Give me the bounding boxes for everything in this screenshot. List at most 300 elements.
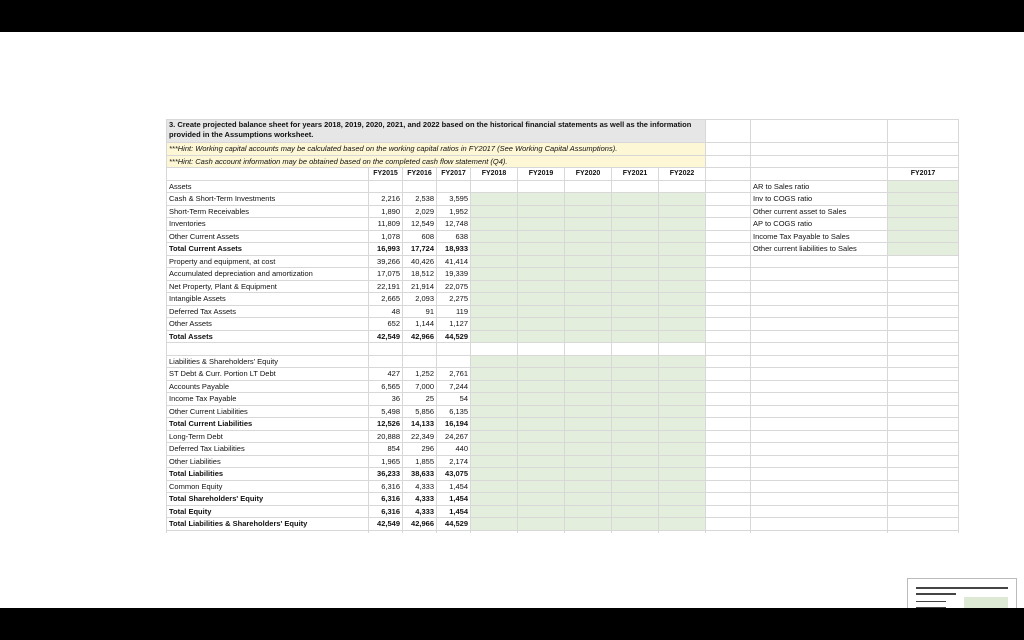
value-cell[interactable]: 6,565 bbox=[369, 380, 403, 393]
value-cell[interactable]: 12,549 bbox=[403, 218, 437, 231]
row-label[interactable]: Total Current Liabilities bbox=[167, 418, 369, 431]
value-cell[interactable]: 6,316 bbox=[369, 493, 403, 506]
value-cell[interactable]: 11,809 bbox=[369, 218, 403, 231]
empty-cell[interactable] bbox=[612, 530, 659, 533]
empty-cell[interactable] bbox=[706, 318, 751, 331]
empty-cell[interactable] bbox=[706, 443, 751, 456]
projection-input[interactable] bbox=[612, 243, 659, 256]
projection-input[interactable] bbox=[565, 268, 612, 281]
value-cell[interactable]: 7,000 bbox=[403, 380, 437, 393]
empty-cell[interactable] bbox=[888, 493, 959, 506]
empty-cell[interactable] bbox=[706, 455, 751, 468]
value-cell[interactable]: 38,633 bbox=[403, 468, 437, 481]
projection-input[interactable] bbox=[565, 193, 612, 206]
row-label[interactable]: Total Liabilities & Shareholders' Equity bbox=[167, 518, 369, 531]
empty-cell[interactable] bbox=[706, 505, 751, 518]
value-cell[interactable]: 1,952 bbox=[437, 205, 471, 218]
value-cell[interactable]: 18,933 bbox=[437, 243, 471, 256]
empty-cell[interactable] bbox=[437, 530, 471, 533]
value-cell[interactable]: 1,252 bbox=[403, 368, 437, 381]
row-label[interactable]: Total Equity bbox=[167, 505, 369, 518]
empty-cell[interactable] bbox=[888, 355, 959, 368]
value-cell[interactable]: 6,316 bbox=[369, 480, 403, 493]
empty-cell[interactable] bbox=[403, 180, 437, 193]
projection-input[interactable] bbox=[565, 355, 612, 368]
empty-cell[interactable] bbox=[751, 493, 888, 506]
empty-cell[interactable] bbox=[888, 380, 959, 393]
ratio-input[interactable] bbox=[888, 243, 959, 256]
value-cell[interactable]: 854 bbox=[369, 443, 403, 456]
projection-input[interactable] bbox=[565, 493, 612, 506]
projection-input[interactable] bbox=[518, 268, 565, 281]
empty-cell[interactable] bbox=[403, 343, 437, 356]
ratio-input[interactable] bbox=[888, 180, 959, 193]
projection-input[interactable] bbox=[659, 355, 706, 368]
empty-cell[interactable] bbox=[706, 155, 751, 168]
empty-cell[interactable] bbox=[706, 193, 751, 206]
empty-cell[interactable] bbox=[888, 330, 959, 343]
value-cell[interactable]: 42,549 bbox=[369, 518, 403, 531]
ratio-label[interactable]: Income Tax Payable to Sales bbox=[751, 230, 888, 243]
projection-input[interactable] bbox=[612, 480, 659, 493]
projection-input[interactable] bbox=[471, 218, 518, 231]
value-cell[interactable]: 2,275 bbox=[437, 293, 471, 306]
projection-input[interactable] bbox=[612, 355, 659, 368]
empty-cell[interactable] bbox=[706, 293, 751, 306]
projection-input[interactable] bbox=[518, 418, 565, 431]
empty-cell[interactable] bbox=[706, 343, 751, 356]
projection-input[interactable] bbox=[565, 480, 612, 493]
projection-input[interactable] bbox=[612, 230, 659, 243]
empty-cell[interactable] bbox=[888, 255, 959, 268]
projection-input[interactable] bbox=[518, 393, 565, 406]
value-cell[interactable]: 4,333 bbox=[403, 505, 437, 518]
projection-input[interactable] bbox=[659, 280, 706, 293]
projection-input[interactable] bbox=[518, 218, 565, 231]
projection-input[interactable] bbox=[612, 305, 659, 318]
projection-input[interactable] bbox=[659, 405, 706, 418]
value-cell[interactable]: 39,266 bbox=[369, 255, 403, 268]
value-cell[interactable]: 1,127 bbox=[437, 318, 471, 331]
value-cell[interactable]: 20,888 bbox=[369, 430, 403, 443]
year-header[interactable]: FY2021 bbox=[612, 168, 659, 181]
projection-input[interactable] bbox=[612, 193, 659, 206]
empty-cell[interactable] bbox=[751, 155, 888, 168]
value-cell[interactable]: 40,426 bbox=[403, 255, 437, 268]
value-cell[interactable]: 48 bbox=[369, 305, 403, 318]
projection-input[interactable] bbox=[612, 218, 659, 231]
projection-input[interactable] bbox=[659, 268, 706, 281]
empty-cell[interactable] bbox=[751, 343, 888, 356]
empty-cell[interactable] bbox=[706, 468, 751, 481]
projection-input[interactable] bbox=[518, 405, 565, 418]
projection-input[interactable] bbox=[659, 493, 706, 506]
empty-cell[interactable] bbox=[706, 255, 751, 268]
sheet-thumbnail[interactable] bbox=[907, 578, 1017, 608]
empty-cell[interactable] bbox=[888, 393, 959, 406]
value-cell[interactable]: 42,966 bbox=[403, 330, 437, 343]
empty-cell[interactable] bbox=[706, 518, 751, 531]
empty-cell[interactable] bbox=[888, 405, 959, 418]
projection-input[interactable] bbox=[565, 205, 612, 218]
empty-cell[interactable] bbox=[706, 380, 751, 393]
empty-cell[interactable] bbox=[437, 355, 471, 368]
projection-input[interactable] bbox=[659, 205, 706, 218]
projection-input[interactable] bbox=[471, 268, 518, 281]
projection-input[interactable] bbox=[518, 493, 565, 506]
empty-cell[interactable] bbox=[888, 368, 959, 381]
ratio-label[interactable]: Other current asset to Sales bbox=[751, 205, 888, 218]
projection-input[interactable] bbox=[659, 255, 706, 268]
value-cell[interactable]: 91 bbox=[403, 305, 437, 318]
ratio-year-header[interactable]: FY2017 bbox=[888, 168, 959, 181]
value-cell[interactable]: 1,454 bbox=[437, 493, 471, 506]
row-label[interactable]: Income Tax Payable bbox=[167, 393, 369, 406]
empty-cell[interactable] bbox=[612, 180, 659, 193]
projection-input[interactable] bbox=[471, 505, 518, 518]
empty-cell[interactable] bbox=[751, 480, 888, 493]
empty-cell[interactable] bbox=[471, 343, 518, 356]
empty-cell[interactable] bbox=[751, 280, 888, 293]
value-cell[interactable]: 41,414 bbox=[437, 255, 471, 268]
empty-cell[interactable] bbox=[706, 355, 751, 368]
value-cell[interactable]: 2,174 bbox=[437, 455, 471, 468]
empty-cell[interactable] bbox=[706, 493, 751, 506]
projection-input[interactable] bbox=[659, 393, 706, 406]
empty-cell[interactable] bbox=[751, 518, 888, 531]
row-label[interactable]: Common Equity bbox=[167, 480, 369, 493]
section-title[interactable]: Assets bbox=[167, 180, 369, 193]
projection-input[interactable] bbox=[612, 455, 659, 468]
projection-input[interactable] bbox=[565, 518, 612, 531]
empty-cell[interactable] bbox=[706, 393, 751, 406]
projection-input[interactable] bbox=[518, 330, 565, 343]
projection-input[interactable] bbox=[471, 280, 518, 293]
empty-cell[interactable] bbox=[518, 343, 565, 356]
value-cell[interactable]: 1,454 bbox=[437, 480, 471, 493]
projection-input[interactable] bbox=[471, 243, 518, 256]
value-cell[interactable]: 2,538 bbox=[403, 193, 437, 206]
empty-cell[interactable] bbox=[888, 120, 959, 143]
projection-input[interactable] bbox=[471, 368, 518, 381]
projection-input[interactable] bbox=[565, 243, 612, 256]
empty-cell[interactable] bbox=[518, 180, 565, 193]
projection-input[interactable] bbox=[659, 368, 706, 381]
row-label[interactable]: Total Current Assets bbox=[167, 243, 369, 256]
ratio-label[interactable]: AR to Sales ratio bbox=[751, 180, 888, 193]
projection-input[interactable] bbox=[518, 318, 565, 331]
empty-cell[interactable] bbox=[888, 480, 959, 493]
projection-input[interactable] bbox=[565, 468, 612, 481]
empty-cell[interactable] bbox=[751, 268, 888, 281]
empty-cell[interactable] bbox=[706, 243, 751, 256]
row-label[interactable]: Net Property, Plant & Equipment bbox=[167, 280, 369, 293]
projection-input[interactable] bbox=[565, 230, 612, 243]
empty-cell[interactable] bbox=[369, 180, 403, 193]
year-header[interactable]: FY2020 bbox=[565, 168, 612, 181]
value-cell[interactable]: 1,890 bbox=[369, 205, 403, 218]
empty-cell[interactable] bbox=[751, 255, 888, 268]
projection-input[interactable] bbox=[518, 280, 565, 293]
empty-cell[interactable] bbox=[437, 343, 471, 356]
empty-cell[interactable] bbox=[565, 343, 612, 356]
empty-cell[interactable] bbox=[751, 468, 888, 481]
projection-input[interactable] bbox=[518, 255, 565, 268]
empty-cell[interactable] bbox=[888, 280, 959, 293]
value-cell[interactable]: 42,549 bbox=[369, 330, 403, 343]
projection-input[interactable] bbox=[471, 518, 518, 531]
empty-cell[interactable] bbox=[612, 343, 659, 356]
projection-input[interactable] bbox=[659, 468, 706, 481]
empty-cell[interactable] bbox=[706, 280, 751, 293]
empty-cell[interactable] bbox=[751, 293, 888, 306]
empty-cell[interactable] bbox=[565, 530, 612, 533]
projection-input[interactable] bbox=[565, 455, 612, 468]
projection-input[interactable] bbox=[518, 230, 565, 243]
projection-input[interactable] bbox=[612, 505, 659, 518]
projection-input[interactable] bbox=[518, 293, 565, 306]
ratio-label[interactable]: Inv to COGS ratio bbox=[751, 193, 888, 206]
empty-cell[interactable] bbox=[706, 218, 751, 231]
empty-cell[interactable] bbox=[751, 305, 888, 318]
projection-input[interactable] bbox=[471, 418, 518, 431]
projection-input[interactable] bbox=[565, 380, 612, 393]
projection-input[interactable] bbox=[612, 368, 659, 381]
projection-input[interactable] bbox=[471, 230, 518, 243]
ratio-label[interactable]: Other current liabilities to Sales bbox=[751, 243, 888, 256]
value-cell[interactable]: 4,333 bbox=[403, 480, 437, 493]
empty-cell[interactable] bbox=[369, 355, 403, 368]
empty-cell[interactable] bbox=[888, 318, 959, 331]
projection-input[interactable] bbox=[659, 330, 706, 343]
empty-cell[interactable] bbox=[888, 293, 959, 306]
value-cell[interactable]: 2,665 bbox=[369, 293, 403, 306]
instruction-text[interactable]: 3. Create projected balance sheet for years 2018, 2019, 2020, 2021, and 2022 based on the historical financial statements as well as the information provided in the Assumptions worksheet. bbox=[167, 120, 706, 143]
empty-cell[interactable] bbox=[437, 180, 471, 193]
ratio-input[interactable] bbox=[888, 205, 959, 218]
empty-cell[interactable] bbox=[888, 143, 959, 156]
empty-cell[interactable] bbox=[888, 443, 959, 456]
empty-cell[interactable] bbox=[751, 405, 888, 418]
projection-input[interactable] bbox=[659, 430, 706, 443]
row-label[interactable]: Total Shareholders' Equity bbox=[167, 493, 369, 506]
empty-cell[interactable] bbox=[888, 268, 959, 281]
projection-input[interactable] bbox=[659, 418, 706, 431]
empty-cell[interactable] bbox=[751, 505, 888, 518]
projection-input[interactable] bbox=[659, 318, 706, 331]
projection-input[interactable] bbox=[612, 380, 659, 393]
empty-cell[interactable] bbox=[706, 180, 751, 193]
row-label[interactable]: Accounts Payable bbox=[167, 380, 369, 393]
row-label[interactable]: Other Current Assets bbox=[167, 230, 369, 243]
value-cell[interactable]: 296 bbox=[403, 443, 437, 456]
row-label[interactable]: Long-Term Debt bbox=[167, 430, 369, 443]
row-label[interactable]: Intangible Assets bbox=[167, 293, 369, 306]
projection-input[interactable] bbox=[612, 418, 659, 431]
empty-cell[interactable] bbox=[167, 530, 369, 533]
projection-input[interactable] bbox=[471, 318, 518, 331]
projection-input[interactable] bbox=[659, 505, 706, 518]
value-cell[interactable]: 2,093 bbox=[403, 293, 437, 306]
empty-cell[interactable] bbox=[659, 530, 706, 533]
projection-input[interactable] bbox=[612, 293, 659, 306]
projection-input[interactable] bbox=[565, 368, 612, 381]
empty-cell[interactable] bbox=[167, 343, 369, 356]
empty-cell[interactable] bbox=[751, 120, 888, 143]
projection-input[interactable] bbox=[612, 268, 659, 281]
year-header[interactable]: FY2015 bbox=[369, 168, 403, 181]
empty-cell[interactable] bbox=[706, 418, 751, 431]
projection-input[interactable] bbox=[612, 405, 659, 418]
projection-input[interactable] bbox=[471, 430, 518, 443]
projection-input[interactable] bbox=[659, 293, 706, 306]
projection-input[interactable] bbox=[518, 443, 565, 456]
projection-input[interactable] bbox=[518, 355, 565, 368]
ratio-input[interactable] bbox=[888, 193, 959, 206]
row-label[interactable]: Property and equipment, at cost bbox=[167, 255, 369, 268]
projection-input[interactable] bbox=[471, 293, 518, 306]
value-cell[interactable]: 43,075 bbox=[437, 468, 471, 481]
year-header[interactable]: FY2022 bbox=[659, 168, 706, 181]
empty-cell[interactable] bbox=[888, 418, 959, 431]
empty-cell[interactable] bbox=[565, 180, 612, 193]
projection-input[interactable] bbox=[518, 380, 565, 393]
value-cell[interactable]: 652 bbox=[369, 318, 403, 331]
value-cell[interactable]: 44,529 bbox=[437, 518, 471, 531]
projection-input[interactable] bbox=[518, 193, 565, 206]
value-cell[interactable]: 16,194 bbox=[437, 418, 471, 431]
empty-cell[interactable] bbox=[751, 430, 888, 443]
projection-input[interactable] bbox=[518, 468, 565, 481]
projection-input[interactable] bbox=[471, 493, 518, 506]
empty-cell[interactable] bbox=[751, 530, 888, 533]
projection-input[interactable] bbox=[471, 393, 518, 406]
empty-cell[interactable] bbox=[751, 368, 888, 381]
projection-input[interactable] bbox=[471, 380, 518, 393]
value-cell[interactable]: 36,233 bbox=[369, 468, 403, 481]
projection-input[interactable] bbox=[659, 518, 706, 531]
empty-cell[interactable] bbox=[751, 380, 888, 393]
ratio-label[interactable]: AP to COGS ratio bbox=[751, 218, 888, 231]
projection-input[interactable] bbox=[471, 443, 518, 456]
value-cell[interactable]: 25 bbox=[403, 393, 437, 406]
projection-input[interactable] bbox=[518, 505, 565, 518]
projection-input[interactable] bbox=[612, 205, 659, 218]
projection-input[interactable] bbox=[612, 393, 659, 406]
value-cell[interactable]: 638 bbox=[437, 230, 471, 243]
value-cell[interactable]: 16,993 bbox=[369, 243, 403, 256]
empty-cell[interactable] bbox=[888, 468, 959, 481]
year-header[interactable]: FY2016 bbox=[403, 168, 437, 181]
year-header[interactable]: FY2019 bbox=[518, 168, 565, 181]
empty-cell[interactable] bbox=[888, 505, 959, 518]
projection-input[interactable] bbox=[471, 405, 518, 418]
ratio-input[interactable] bbox=[888, 230, 959, 243]
projection-input[interactable] bbox=[565, 443, 612, 456]
empty-cell[interactable] bbox=[751, 443, 888, 456]
value-cell[interactable]: 21,914 bbox=[403, 280, 437, 293]
empty-cell[interactable] bbox=[751, 393, 888, 406]
hint-text[interactable]: ***Hint: Working capital accounts may be calculated based on the working capital ratios in FY2017 (See Working Capital Assumptions). bbox=[167, 143, 706, 156]
empty-cell[interactable] bbox=[751, 418, 888, 431]
value-cell[interactable]: 6,316 bbox=[369, 505, 403, 518]
projection-input[interactable] bbox=[518, 455, 565, 468]
value-cell[interactable]: 1,144 bbox=[403, 318, 437, 331]
projection-input[interactable] bbox=[612, 518, 659, 531]
projection-input[interactable] bbox=[565, 318, 612, 331]
year-header[interactable]: FY2018 bbox=[471, 168, 518, 181]
empty-cell[interactable] bbox=[888, 518, 959, 531]
empty-cell[interactable] bbox=[706, 168, 751, 181]
projection-input[interactable] bbox=[471, 455, 518, 468]
projection-input[interactable] bbox=[518, 480, 565, 493]
projection-input[interactable] bbox=[471, 255, 518, 268]
value-cell[interactable]: 7,244 bbox=[437, 380, 471, 393]
row-label[interactable]: Total Assets bbox=[167, 330, 369, 343]
projection-input[interactable] bbox=[659, 218, 706, 231]
projection-input[interactable] bbox=[471, 193, 518, 206]
projection-input[interactable] bbox=[518, 243, 565, 256]
empty-cell[interactable] bbox=[751, 455, 888, 468]
projection-input[interactable] bbox=[659, 193, 706, 206]
projection-input[interactable] bbox=[518, 205, 565, 218]
projection-input[interactable] bbox=[565, 430, 612, 443]
empty-cell[interactable] bbox=[403, 355, 437, 368]
projection-input[interactable] bbox=[565, 330, 612, 343]
value-cell[interactable]: 608 bbox=[403, 230, 437, 243]
ratio-input[interactable] bbox=[888, 218, 959, 231]
row-label[interactable]: Deferred Tax Liabilities bbox=[167, 443, 369, 456]
value-cell[interactable]: 2,216 bbox=[369, 193, 403, 206]
projection-input[interactable] bbox=[659, 380, 706, 393]
projection-input[interactable] bbox=[659, 243, 706, 256]
value-cell[interactable]: 24,267 bbox=[437, 430, 471, 443]
projection-input[interactable] bbox=[471, 468, 518, 481]
value-cell[interactable]: 22,349 bbox=[403, 430, 437, 443]
empty-cell[interactable] bbox=[471, 530, 518, 533]
empty-cell[interactable] bbox=[706, 480, 751, 493]
value-cell[interactable]: 19,339 bbox=[437, 268, 471, 281]
projection-input[interactable] bbox=[471, 205, 518, 218]
corner-cell[interactable] bbox=[167, 168, 369, 181]
value-cell[interactable]: 1,855 bbox=[403, 455, 437, 468]
projection-input[interactable] bbox=[612, 318, 659, 331]
year-header[interactable]: FY2017 bbox=[437, 168, 471, 181]
empty-cell[interactable] bbox=[706, 268, 751, 281]
empty-cell[interactable] bbox=[888, 430, 959, 443]
row-label[interactable]: Total Liabilities bbox=[167, 468, 369, 481]
empty-cell[interactable] bbox=[888, 305, 959, 318]
projection-input[interactable] bbox=[565, 255, 612, 268]
projection-input[interactable] bbox=[612, 468, 659, 481]
value-cell[interactable]: 12,748 bbox=[437, 218, 471, 231]
projection-input[interactable] bbox=[565, 505, 612, 518]
value-cell[interactable]: 42,966 bbox=[403, 518, 437, 531]
empty-cell[interactable] bbox=[706, 405, 751, 418]
value-cell[interactable]: 6,135 bbox=[437, 405, 471, 418]
projection-input[interactable] bbox=[612, 280, 659, 293]
value-cell[interactable]: 14,133 bbox=[403, 418, 437, 431]
row-label[interactable]: Short-Term Receivables bbox=[167, 205, 369, 218]
value-cell[interactable]: 22,075 bbox=[437, 280, 471, 293]
row-label[interactable]: Inventories bbox=[167, 218, 369, 231]
projection-input[interactable] bbox=[659, 230, 706, 243]
empty-cell[interactable] bbox=[706, 330, 751, 343]
empty-cell[interactable] bbox=[706, 230, 751, 243]
projection-input[interactable] bbox=[612, 443, 659, 456]
row-label[interactable]: Accumulated depreciation and amortization bbox=[167, 268, 369, 281]
empty-cell[interactable] bbox=[706, 368, 751, 381]
